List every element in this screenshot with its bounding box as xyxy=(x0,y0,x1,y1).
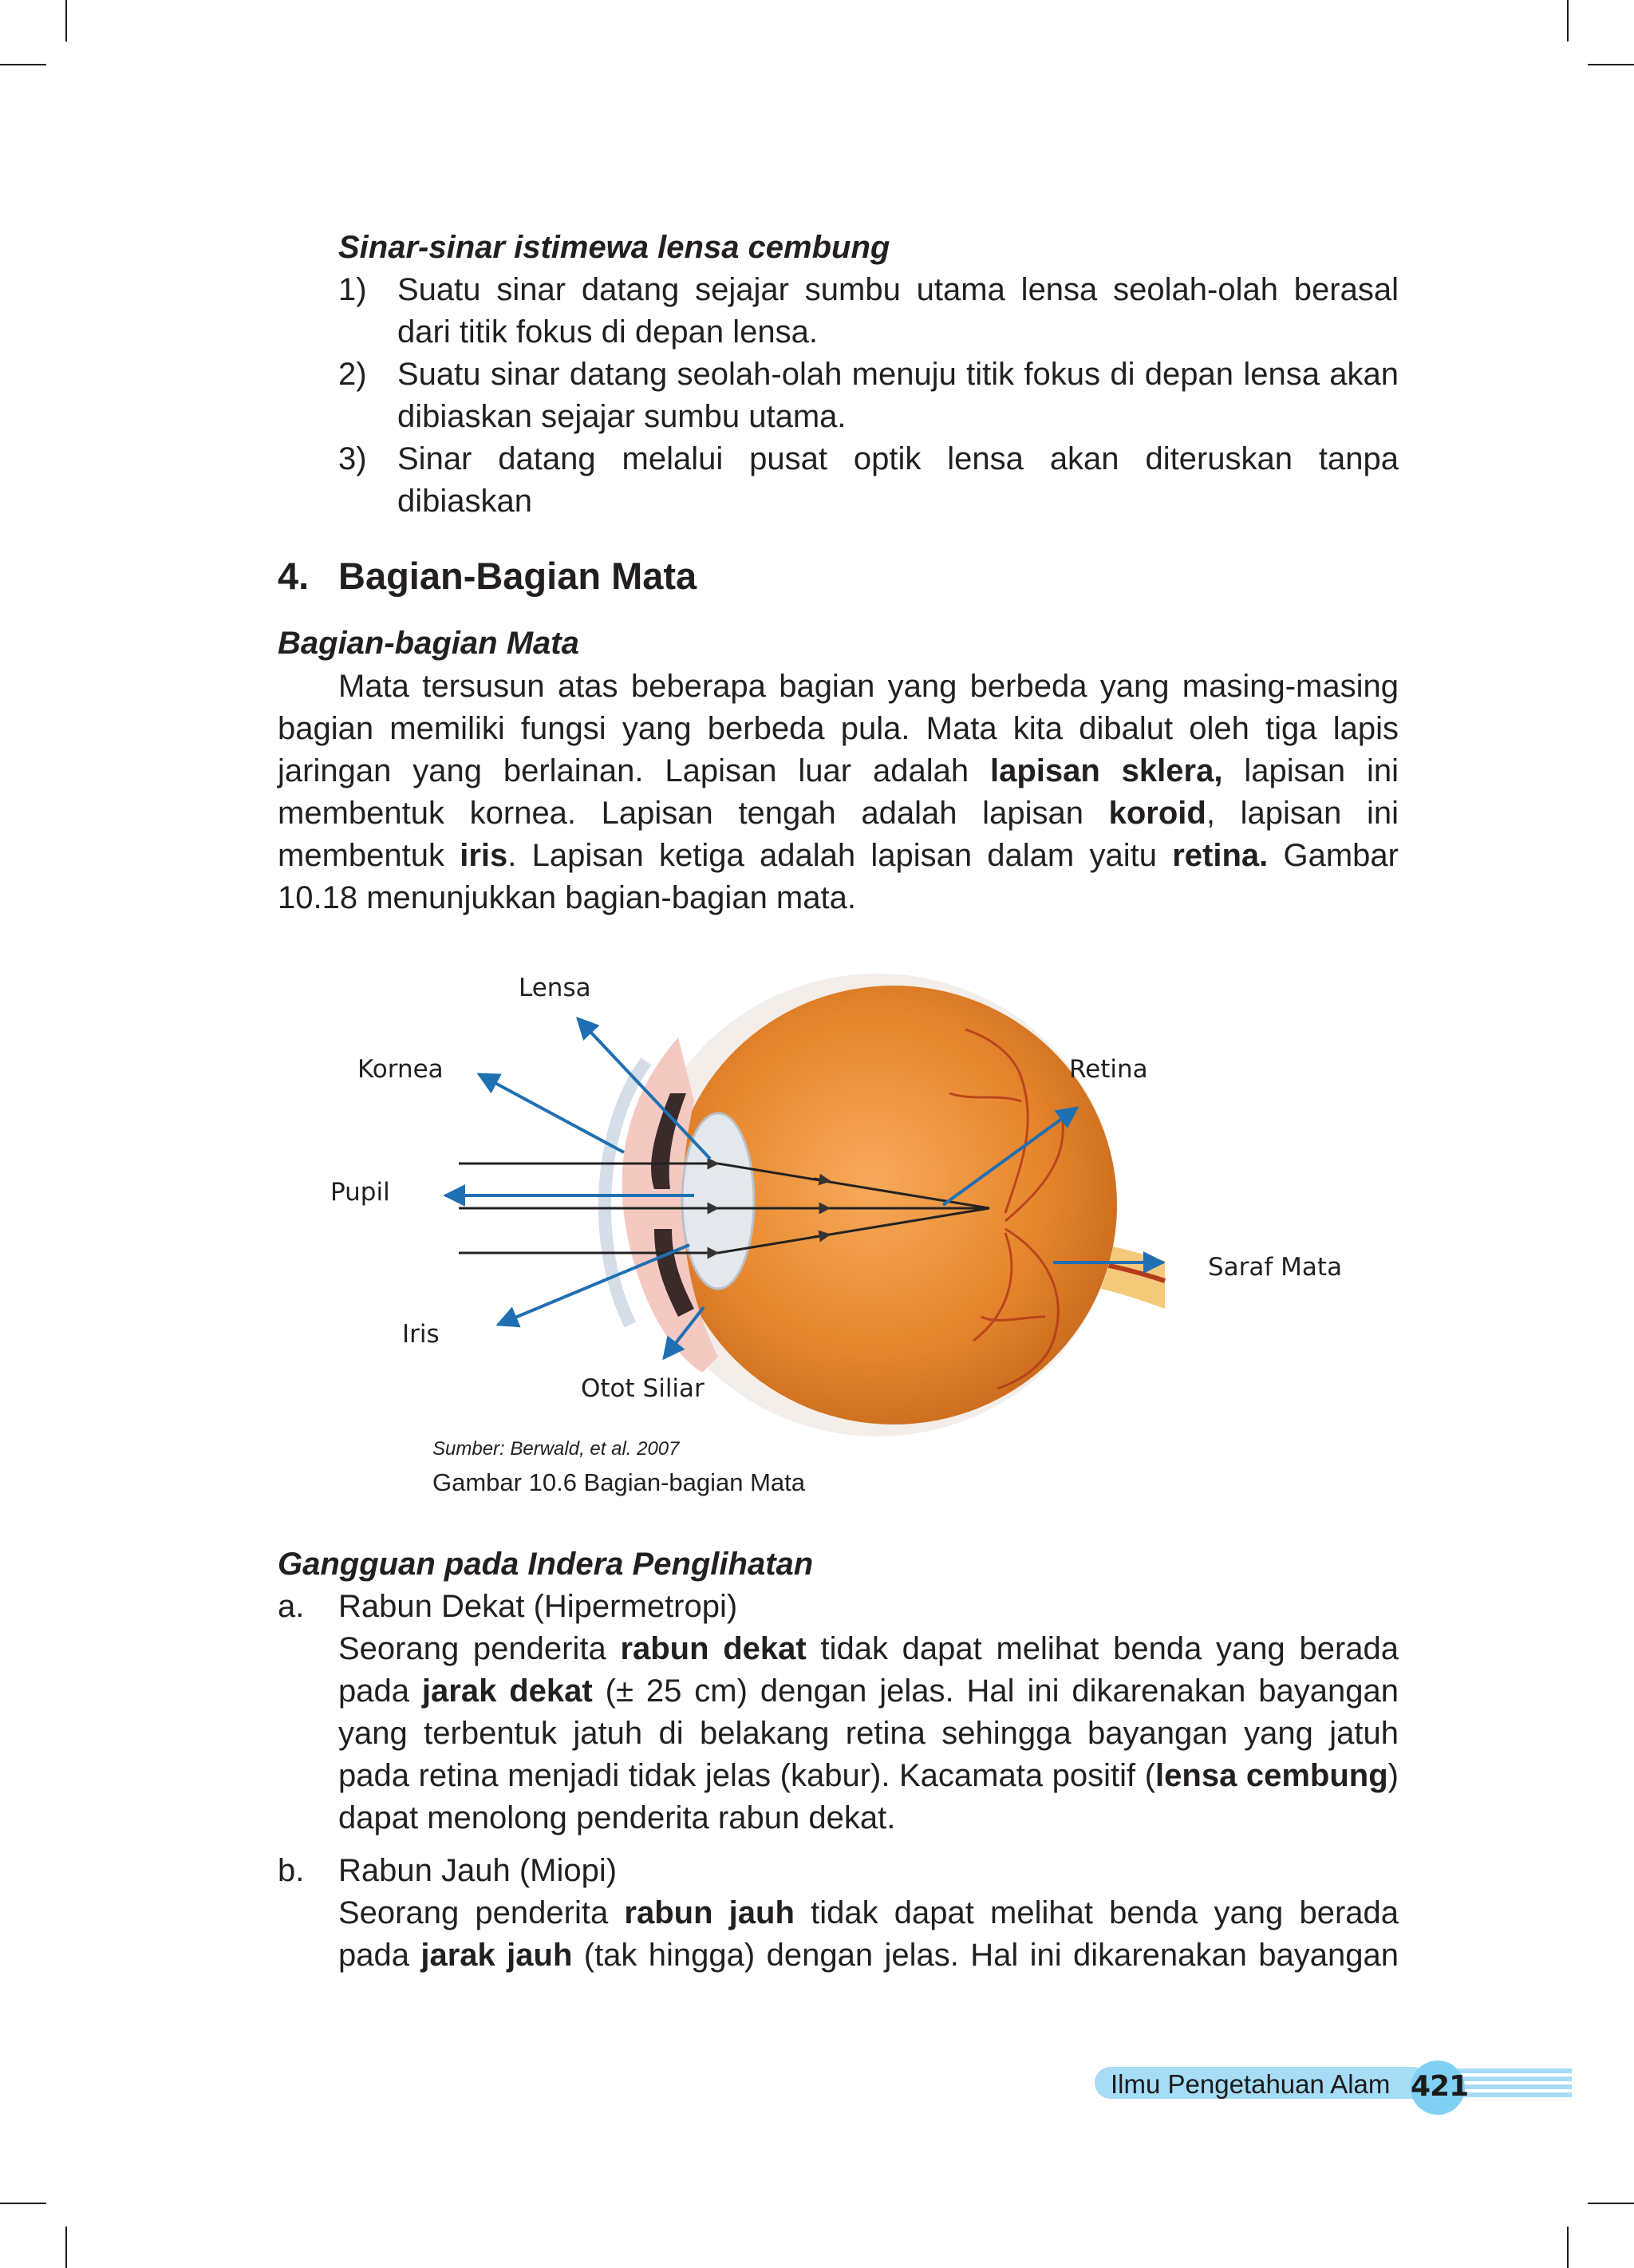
page-number: 421 xyxy=(1411,2061,1465,2115)
bold-term: retina. xyxy=(1172,838,1269,873)
label-retina: Retina xyxy=(1069,1055,1148,1084)
crop-mark xyxy=(1567,0,1569,41)
section-title: Bagian-Bagian Mata xyxy=(338,555,697,597)
disorder-label: b. xyxy=(278,1853,305,1888)
label-lensa: Lensa xyxy=(519,974,591,1002)
text-run: ) dapat menolong penderita rabun dekat. xyxy=(338,1758,1399,1835)
disorder-b xyxy=(278,1850,1399,1977)
bold-term: jarak dekat xyxy=(421,1673,593,1709)
disorder-title-row xyxy=(278,1850,1399,1892)
list-item xyxy=(278,269,1399,354)
item-text: Suatu sinar datang sejajar sumbu utama lensa seolah-olah berasal dari titik fokus di depan lensa. xyxy=(397,272,1399,350)
figure-caption: Gambar 10.6 Bagian-bagian Mata xyxy=(432,1468,806,1496)
disorder-paragraph xyxy=(278,1892,1399,1977)
list-item xyxy=(278,438,1399,523)
text-run: , lapisan ini membentuk xyxy=(278,796,1399,873)
text-run: (± 25 cm) dengan jelas. Hal ini dikarenakan bayangan yang terbentuk jatuh di belakang retina sehingga bayangan yang jatuh pada retina menjadi tidak jelas (kabur). Kacamata positif ( xyxy=(338,1673,1399,1793)
footer-book-title: Ilmu Pengetahuan Alam xyxy=(1111,2069,1391,2099)
subheading: Bagian-bagian Mata xyxy=(278,626,579,661)
crop-mark xyxy=(1588,2203,1634,2204)
bold-term: rabun jauh xyxy=(624,1895,795,1930)
crop-mark xyxy=(0,64,46,65)
bold-term: lapisan sklera, xyxy=(989,753,1223,788)
bold-term: jarak jauh xyxy=(420,1938,573,1973)
label-iris: Iris xyxy=(402,1320,440,1349)
disorder-a xyxy=(278,1586,1399,1839)
item-number: 3) xyxy=(338,441,367,476)
crop-mark xyxy=(0,2203,46,2204)
text-run: Seorang penderita xyxy=(338,1895,625,1930)
bold-term: koroid xyxy=(1108,796,1206,831)
crop-mark xyxy=(65,2227,67,2268)
label-pupil: Pupil xyxy=(330,1178,390,1207)
disorders-heading: Gangguan pada Indera Penglihatan xyxy=(278,1547,814,1582)
text-run: Mata tersusun atas beberapa bagian yang berbeda yang masing-masing bagian memiliki fungsi yang berbeda pula. Mata kita dibalut oleh tiga lapis jaringan yang berlainan. Lapisan luar adalah xyxy=(278,669,1399,788)
crop-mark xyxy=(1588,64,1634,65)
bold-term: iris xyxy=(460,838,508,873)
disorder-title: Rabun Dekat (Hipermetropi) xyxy=(338,1589,738,1624)
figure-source: Sumber: Berwald, et al. 2007 xyxy=(432,1438,680,1460)
text-run: tidak dapat melihat benda yang berada pada xyxy=(338,1895,1399,1973)
list-item xyxy=(278,354,1399,438)
crop-mark xyxy=(65,0,67,41)
intro-paragraph xyxy=(278,666,1399,919)
disorder-label: a. xyxy=(278,1589,305,1624)
section-heading xyxy=(278,554,1399,599)
text-run: Gambar 10.18 menunjukkan bagian-bagian mata. xyxy=(278,838,1399,915)
text-run: lapisan ini membentuk kornea. Lapisan tengah adalah lapisan xyxy=(278,753,1399,831)
eye-diagram xyxy=(303,942,1388,1452)
text-run: Seorang penderita xyxy=(338,1631,621,1666)
item-text: Suatu sinar datang seolah-olah menuju titik fokus di depan lensa akan dibiaskan sejajar sumbu utama. xyxy=(397,357,1399,434)
text-run: (tak hingga) dengan jelas. Hal ini dikarenakan bayangan xyxy=(572,1938,1399,1973)
item-text: Sinar datang melalui pusat optik lensa akan diteruskan tanpa dibiaskan xyxy=(397,441,1399,519)
label-kornea: Kornea xyxy=(357,1055,444,1084)
text-run: tidak dapat melihat benda yang berada pada xyxy=(338,1631,1399,1709)
crop-mark xyxy=(1567,2227,1569,2268)
item-number: 1) xyxy=(338,272,367,307)
lens-rules-heading: Sinar-sinar istimewa lensa cembung xyxy=(338,230,890,265)
section-number: 4. xyxy=(278,555,310,597)
item-number: 2) xyxy=(338,357,367,392)
arrow-kornea xyxy=(479,1074,624,1152)
bold-term: rabun dekat xyxy=(620,1631,807,1666)
disorder-title: Rabun Jauh (Miopi) xyxy=(338,1853,618,1888)
lens-rules-section xyxy=(278,227,1399,523)
disorder-paragraph xyxy=(278,1628,1399,1839)
disorder-title-row xyxy=(278,1586,1399,1628)
label-otot-siliar: Otot Siliar xyxy=(581,1374,705,1403)
text-run: . Lapisan ketiga adalah lapisan dalam yaitu xyxy=(507,838,1173,873)
label-saraf-mata: Saraf Mata xyxy=(1208,1253,1343,1282)
bold-term: lensa cembung xyxy=(1155,1758,1388,1793)
